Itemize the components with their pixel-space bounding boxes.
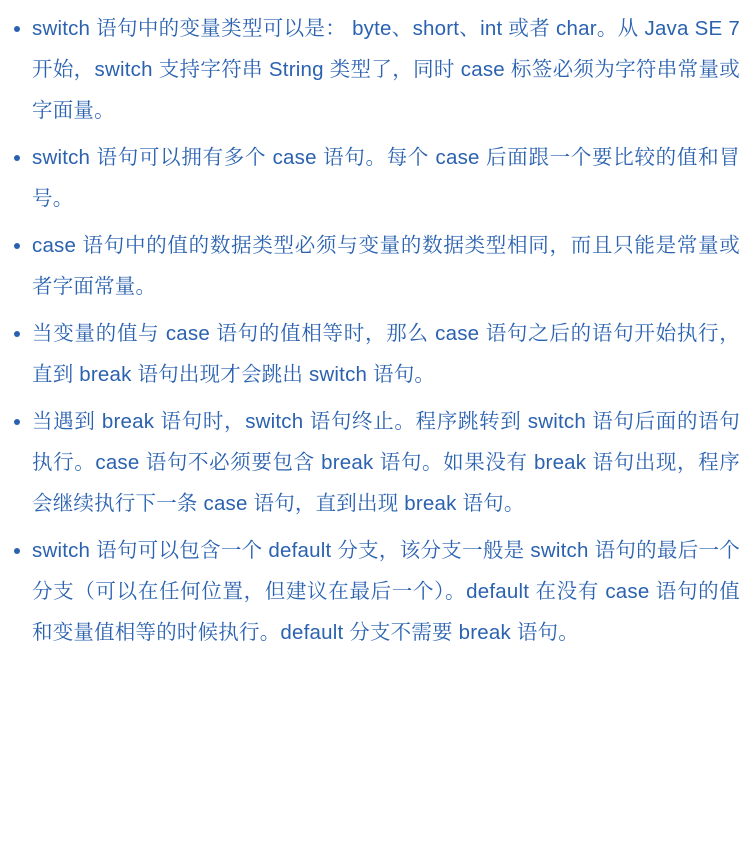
list-item — [10, 8, 740, 131]
list-item — [10, 530, 740, 653]
list-item-text: 当变量的值与 case 语句的值相等时，那么 case 语句之后的语句开始执行，直到 break 语句出现才会跳出 switch 语句。 — [32, 322, 740, 386]
list-item — [10, 225, 740, 307]
switch-statement-bullet-list — [10, 8, 740, 653]
list-item-text: case 语句中的值的数据类型必须与变量的数据类型相同，而且只能是常量或者字面常量。 — [32, 234, 740, 298]
list-item-text: 当遇到 break 语句时，switch 语句终止。程序跳转到 switch 语句后面的语句执行。case 语句不必须要包含 break 语句。如果没有 break 语句出现，程序会继续执行下一条 case 语句，直到出现 break 语句。 — [32, 410, 740, 515]
list-item — [10, 313, 740, 395]
list-item-text: switch 语句可以拥有多个 case 语句。每个 case 后面跟一个要比较的值和冒号。 — [32, 146, 740, 210]
list-item-text: switch 语句中的变量类型可以是： byte、short、int 或者 char。从 Java SE 7 开始，switch 支持字符串 String 类型了，同时 case 标签必须为字符串常量或字面量。 — [32, 17, 740, 122]
list-item — [10, 137, 740, 219]
list-item — [10, 401, 740, 524]
list-item-text: switch 语句可以包含一个 default 分支，该分支一般是 switch 语句的最后一个分支（可以在任何位置，但建议在最后一个）。default 在没有 case 语句的值和变量值相等的时候执行。default 分支不需要 break 语句。 — [32, 539, 740, 644]
